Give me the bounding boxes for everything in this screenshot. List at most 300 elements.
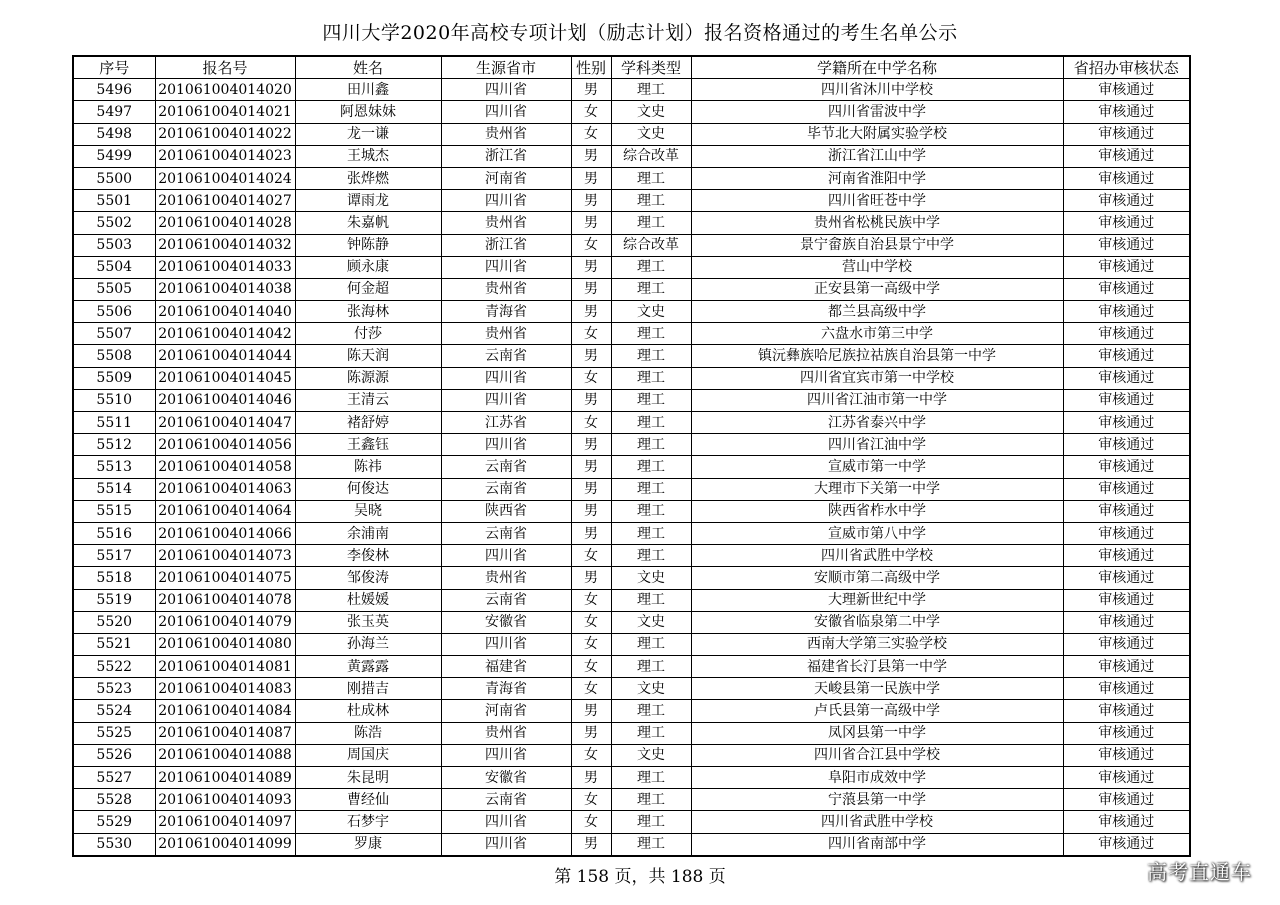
table-cell: 文史 [611, 678, 691, 700]
table-cell: 5519 [73, 589, 155, 611]
table-cell: 四川省旺苍中学 [691, 190, 1063, 212]
table-cell: 凤冈县第一中学 [691, 722, 1063, 744]
table-cell: 贵州省 [441, 123, 571, 145]
table-cell: 四川省合江县中学校 [691, 744, 1063, 766]
table-cell: 文史 [611, 744, 691, 766]
table-cell: 田川鑫 [295, 79, 441, 101]
table-cell: 5520 [73, 611, 155, 633]
table-cell: 都兰县高级中学 [691, 301, 1063, 323]
table-cell: 审核通过 [1063, 345, 1190, 367]
table-cell: 理工 [611, 212, 691, 234]
table-row [73, 167, 1190, 189]
table-cell: 王鑫钰 [295, 434, 441, 456]
table-cell: 理工 [611, 589, 691, 611]
table-cell: 理工 [611, 167, 691, 189]
table-cell: 5509 [73, 367, 155, 389]
table-row [73, 722, 1190, 744]
table-cell: 四川省 [441, 190, 571, 212]
table-cell: 陈祎 [295, 456, 441, 478]
table-cell: 201061004014045 [155, 367, 295, 389]
table-cell: 陈天润 [295, 345, 441, 367]
table-row [73, 389, 1190, 411]
table-cell: 201061004014083 [155, 678, 295, 700]
table-cell: 男 [571, 212, 611, 234]
table-cell: 201061004014042 [155, 323, 295, 345]
table-cell: 贵州省 [441, 567, 571, 589]
table-row [73, 478, 1190, 500]
table-row [73, 323, 1190, 345]
table-cell: 审核通过 [1063, 833, 1190, 856]
table-cell: 男 [571, 522, 611, 544]
table-cell: 四川省 [441, 633, 571, 655]
table-cell: 男 [571, 434, 611, 456]
table-cell: 理工 [611, 633, 691, 655]
table-cell: 201061004014089 [155, 767, 295, 789]
table-cell: 理工 [611, 545, 691, 567]
table-row [73, 79, 1190, 101]
table-cell: 付莎 [295, 323, 441, 345]
table-cell: 四川省武胜中学校 [691, 545, 1063, 567]
table-cell: 理工 [611, 700, 691, 722]
table-cell: 理工 [611, 478, 691, 500]
table-cell: 女 [571, 656, 611, 678]
table-cell: 5503 [73, 234, 155, 256]
table-cell: 李俊林 [295, 545, 441, 567]
table-cell: 周国庆 [295, 744, 441, 766]
table-cell: 贵州省 [441, 722, 571, 744]
table-cell: 顾永康 [295, 256, 441, 278]
table-cell: 审核通过 [1063, 744, 1190, 766]
table-cell: 安顺市第二高级中学 [691, 567, 1063, 589]
table-cell: 文史 [611, 101, 691, 123]
table-cell: 男 [571, 79, 611, 101]
table-row [73, 256, 1190, 278]
table-cell: 审核通过 [1063, 678, 1190, 700]
table-cell: 5498 [73, 123, 155, 145]
table-cell: 5527 [73, 767, 155, 789]
header-cell: 性别 [571, 56, 611, 79]
table-cell: 理工 [611, 323, 691, 345]
table-cell: 陈浩 [295, 722, 441, 744]
table-cell: 陈源源 [295, 367, 441, 389]
table-cell: 5510 [73, 389, 155, 411]
table-cell: 四川省 [441, 833, 571, 856]
table-cell: 吴晓 [295, 500, 441, 522]
table-cell: 理工 [611, 833, 691, 856]
table-cell: 河南省淮阳中学 [691, 167, 1063, 189]
table-cell: 5522 [73, 656, 155, 678]
table-cell: 201061004014079 [155, 611, 295, 633]
table-cell: 大理市下关第一中学 [691, 478, 1063, 500]
table-row [73, 212, 1190, 234]
table-row [73, 633, 1190, 655]
table-cell: 女 [571, 678, 611, 700]
table-cell: 男 [571, 301, 611, 323]
table-row [73, 611, 1190, 633]
table-cell: 河南省 [441, 700, 571, 722]
table-header-row [73, 56, 1190, 79]
table-cell: 女 [571, 589, 611, 611]
table-cell: 审核通过 [1063, 101, 1190, 123]
table-cell: 理工 [611, 412, 691, 434]
candidate-table [72, 55, 1191, 857]
table-cell: 理工 [611, 434, 691, 456]
table-cell: 石梦宇 [295, 811, 441, 833]
table-cell: 云南省 [441, 345, 571, 367]
table-cell: 刚措吉 [295, 678, 441, 700]
table-cell: 5528 [73, 789, 155, 811]
header-cell: 省招办审核状态 [1063, 56, 1190, 79]
table-row [73, 301, 1190, 323]
table-cell: 朱昆明 [295, 767, 441, 789]
table-cell: 审核通过 [1063, 767, 1190, 789]
table-cell: 孙海兰 [295, 633, 441, 655]
table-row [73, 567, 1190, 589]
table-cell: 5525 [73, 722, 155, 744]
table-cell: 理工 [611, 79, 691, 101]
header-cell: 姓名 [295, 56, 441, 79]
document-title: 四川大学2020年高校专项计划（励志计划）报名资格通过的考生名单公示 [322, 22, 958, 44]
table-cell: 女 [571, 789, 611, 811]
table-cell: 审核通过 [1063, 456, 1190, 478]
table-cell: 余浦南 [295, 522, 441, 544]
table-cell: 男 [571, 278, 611, 300]
table-cell: 201061004014073 [155, 545, 295, 567]
table-cell: 审核通过 [1063, 367, 1190, 389]
table-cell: 5501 [73, 190, 155, 212]
table-cell: 审核通过 [1063, 323, 1190, 345]
table-cell: 5500 [73, 167, 155, 189]
table-cell: 文史 [611, 611, 691, 633]
table-cell: 王城杰 [295, 145, 441, 167]
table-cell: 5507 [73, 323, 155, 345]
table-cell: 张烨燃 [295, 167, 441, 189]
table-cell: 男 [571, 700, 611, 722]
table-cell: 文史 [611, 123, 691, 145]
table-cell: 理工 [611, 389, 691, 411]
table-cell: 四川省武胜中学校 [691, 811, 1063, 833]
table-cell: 理工 [611, 278, 691, 300]
table-cell: 审核通过 [1063, 611, 1190, 633]
table-row [73, 190, 1190, 212]
table-cell: 综合改革 [611, 234, 691, 256]
table-cell: 杜成林 [295, 700, 441, 722]
page-number: 第 158 页，共 188 页 [554, 867, 726, 887]
table-cell: 审核通过 [1063, 167, 1190, 189]
table-cell: 理工 [611, 500, 691, 522]
table-row [73, 412, 1190, 434]
table-cell: 审核通过 [1063, 412, 1190, 434]
table-row [73, 278, 1190, 300]
table-cell: 江苏省 [441, 412, 571, 434]
table-row [73, 789, 1190, 811]
table-cell: 理工 [611, 456, 691, 478]
table-cell: 5514 [73, 478, 155, 500]
table-cell: 四川省 [441, 545, 571, 567]
table-cell: 浙江省 [441, 234, 571, 256]
table-cell: 5499 [73, 145, 155, 167]
table-cell: 201061004014093 [155, 789, 295, 811]
table-cell: 王清云 [295, 389, 441, 411]
table-cell: 男 [571, 145, 611, 167]
table-cell: 201061004014047 [155, 412, 295, 434]
table-cell: 201061004014080 [155, 633, 295, 655]
table-cell: 安徽省临泉第二中学 [691, 611, 1063, 633]
table-cell: 审核通过 [1063, 123, 1190, 145]
table-cell: 201061004014084 [155, 700, 295, 722]
table-cell: 四川省 [441, 101, 571, 123]
table-cell: 文史 [611, 301, 691, 323]
table-cell: 曹经仙 [295, 789, 441, 811]
table-cell: 青海省 [441, 301, 571, 323]
table-cell: 审核通过 [1063, 811, 1190, 833]
table-cell: 西南大学第三实验学校 [691, 633, 1063, 655]
table-cell: 浙江省 [441, 145, 571, 167]
table-cell: 理工 [611, 722, 691, 744]
table-cell: 张海林 [295, 301, 441, 323]
table-cell: 陕西省柞水中学 [691, 500, 1063, 522]
table-row [73, 367, 1190, 389]
table-cell: 5515 [73, 500, 155, 522]
table-cell: 杜媛媛 [295, 589, 441, 611]
table-cell: 女 [571, 234, 611, 256]
table-cell: 男 [571, 389, 611, 411]
table-cell: 女 [571, 412, 611, 434]
table-cell: 云南省 [441, 789, 571, 811]
table-cell: 5497 [73, 101, 155, 123]
table-cell: 201061004014088 [155, 744, 295, 766]
table-cell: 5512 [73, 434, 155, 456]
table-row [73, 234, 1190, 256]
table-cell: 天峻县第一民族中学 [691, 678, 1063, 700]
table-cell: 5502 [73, 212, 155, 234]
table-cell: 201061004014022 [155, 123, 295, 145]
table-cell: 审核通过 [1063, 301, 1190, 323]
table-cell: 营山中学校 [691, 256, 1063, 278]
table-row [73, 678, 1190, 700]
table-cell: 审核通过 [1063, 500, 1190, 522]
table-cell: 贵州省 [441, 212, 571, 234]
table-cell: 宁蒗县第一中学 [691, 789, 1063, 811]
table-cell: 201061004014087 [155, 722, 295, 744]
table-cell: 陕西省 [441, 500, 571, 522]
table-cell: 审核通过 [1063, 633, 1190, 655]
table-row [73, 101, 1190, 123]
table-cell: 四川省 [441, 434, 571, 456]
table-cell: 黄露露 [295, 656, 441, 678]
table-cell: 女 [571, 545, 611, 567]
table-cell: 理工 [611, 789, 691, 811]
table-cell: 四川省 [441, 256, 571, 278]
table-row [73, 767, 1190, 789]
table-cell: 审核通过 [1063, 567, 1190, 589]
table-cell: 四川省 [441, 744, 571, 766]
table-cell: 毕节北大附属实验学校 [691, 123, 1063, 145]
table-cell: 理工 [611, 811, 691, 833]
table-cell: 女 [571, 123, 611, 145]
table-cell: 5523 [73, 678, 155, 700]
table-cell: 女 [571, 744, 611, 766]
table-cell: 女 [571, 367, 611, 389]
table-cell: 龙一谦 [295, 123, 441, 145]
table-cell: 何俊达 [295, 478, 441, 500]
table-row [73, 145, 1190, 167]
table-cell: 201061004014020 [155, 79, 295, 101]
table-cell: 5530 [73, 833, 155, 856]
table-cell: 卢氏县第一高级中学 [691, 700, 1063, 722]
table-cell: 审核通过 [1063, 789, 1190, 811]
table-cell: 阿恩妹妹 [295, 101, 441, 123]
table-cell: 女 [571, 611, 611, 633]
table-cell: 女 [571, 633, 611, 655]
table-cell: 201061004014064 [155, 500, 295, 522]
table-cell: 云南省 [441, 456, 571, 478]
table-cell: 5506 [73, 301, 155, 323]
table-cell: 201061004014023 [155, 145, 295, 167]
table-cell: 理工 [611, 190, 691, 212]
table-cell: 5518 [73, 567, 155, 589]
table-cell: 谭雨龙 [295, 190, 441, 212]
table-cell: 何金超 [295, 278, 441, 300]
table-cell: 福建省 [441, 656, 571, 678]
table-cell: 云南省 [441, 522, 571, 544]
table-cell: 贵州省松桃民族中学 [691, 212, 1063, 234]
table-cell: 201061004014044 [155, 345, 295, 367]
table-cell: 201061004014021 [155, 101, 295, 123]
table-cell: 理工 [611, 767, 691, 789]
header-cell: 生源省市 [441, 56, 571, 79]
table-cell: 审核通过 [1063, 522, 1190, 544]
table-cell: 河南省 [441, 167, 571, 189]
table-row [73, 434, 1190, 456]
table-cell: 朱嘉帆 [295, 212, 441, 234]
table-cell: 201061004014046 [155, 389, 295, 411]
table-cell: 5513 [73, 456, 155, 478]
table-cell: 四川省江油市第一中学 [691, 389, 1063, 411]
table-cell: 四川省沐川中学校 [691, 79, 1063, 101]
table-cell: 201061004014063 [155, 478, 295, 500]
table-cell: 5516 [73, 522, 155, 544]
table-cell: 审核通过 [1063, 545, 1190, 567]
table-cell: 男 [571, 256, 611, 278]
table-cell: 5496 [73, 79, 155, 101]
table-cell: 云南省 [441, 589, 571, 611]
table-cell: 201061004014075 [155, 567, 295, 589]
table-cell: 四川省 [441, 811, 571, 833]
table-cell: 四川省宜宾市第一中学校 [691, 367, 1063, 389]
table-cell: 女 [571, 323, 611, 345]
table-cell: 审核通过 [1063, 190, 1190, 212]
table-cell: 宣威市第八中学 [691, 522, 1063, 544]
table-cell: 宣威市第一中学 [691, 456, 1063, 478]
header-cell: 序号 [73, 56, 155, 79]
table-cell: 201061004014038 [155, 278, 295, 300]
table-cell: 男 [571, 478, 611, 500]
table-cell: 审核通过 [1063, 700, 1190, 722]
table-cell: 男 [571, 190, 611, 212]
table-cell: 理工 [611, 522, 691, 544]
table-cell: 5526 [73, 744, 155, 766]
table-cell: 审核通过 [1063, 656, 1190, 678]
table-row [73, 589, 1190, 611]
table-cell: 201061004014099 [155, 833, 295, 856]
table-cell: 男 [571, 767, 611, 789]
table-cell: 5508 [73, 345, 155, 367]
table-cell: 女 [571, 811, 611, 833]
table-cell: 邹俊涛 [295, 567, 441, 589]
table-row [73, 811, 1190, 833]
table-cell: 男 [571, 833, 611, 856]
table-cell: 201061004014078 [155, 589, 295, 611]
table-cell: 四川省 [441, 389, 571, 411]
watermark-text: 高考直通车 [1147, 860, 1252, 884]
table-cell: 理工 [611, 345, 691, 367]
table-row [73, 123, 1190, 145]
table-cell: 四川省江油中学 [691, 434, 1063, 456]
table-row [73, 744, 1190, 766]
table-cell: 5529 [73, 811, 155, 833]
table-cell: 青海省 [441, 678, 571, 700]
table-cell: 理工 [611, 367, 691, 389]
table-cell: 江苏省泰兴中学 [691, 412, 1063, 434]
table-cell: 审核通过 [1063, 278, 1190, 300]
table-cell: 贵州省 [441, 278, 571, 300]
table-cell: 201061004014032 [155, 234, 295, 256]
table-row [73, 345, 1190, 367]
table-cell: 201061004014033 [155, 256, 295, 278]
table-cell: 审核通过 [1063, 478, 1190, 500]
table-cell: 钟陈静 [295, 234, 441, 256]
table-cell: 5505 [73, 278, 155, 300]
table-cell: 男 [571, 500, 611, 522]
table-row [73, 700, 1190, 722]
table-cell: 5524 [73, 700, 155, 722]
table-cell: 理工 [611, 656, 691, 678]
table-cell: 5511 [73, 412, 155, 434]
table-cell: 男 [571, 567, 611, 589]
table-cell: 审核通过 [1063, 389, 1190, 411]
table-cell: 贵州省 [441, 323, 571, 345]
header-cell: 学籍所在中学名称 [691, 56, 1063, 79]
table-cell: 综合改革 [611, 145, 691, 167]
table-cell: 男 [571, 345, 611, 367]
table-cell: 安徽省 [441, 767, 571, 789]
table-cell: 201061004014066 [155, 522, 295, 544]
table-cell: 201061004014040 [155, 301, 295, 323]
table-cell: 201061004014058 [155, 456, 295, 478]
table-cell: 四川省南部中学 [691, 833, 1063, 856]
table-cell: 审核通过 [1063, 234, 1190, 256]
table-cell: 201061004014024 [155, 167, 295, 189]
table-cell: 浙江省江山中学 [691, 145, 1063, 167]
table-cell: 审核通过 [1063, 722, 1190, 744]
table-cell: 审核通过 [1063, 589, 1190, 611]
table-cell: 审核通过 [1063, 79, 1190, 101]
table-cell: 男 [571, 722, 611, 744]
table-cell: 5521 [73, 633, 155, 655]
table-cell: 罗康 [295, 833, 441, 856]
table-cell: 201061004014097 [155, 811, 295, 833]
table-cell: 阜阳市成效中学 [691, 767, 1063, 789]
table-cell: 四川省 [441, 367, 571, 389]
table-body [73, 79, 1190, 856]
table-cell: 理工 [611, 256, 691, 278]
table-cell: 文史 [611, 567, 691, 589]
table-row [73, 833, 1190, 856]
table-cell: 安徽省 [441, 611, 571, 633]
table-cell: 福建省长汀县第一中学 [691, 656, 1063, 678]
table-cell: 大理新世纪中学 [691, 589, 1063, 611]
